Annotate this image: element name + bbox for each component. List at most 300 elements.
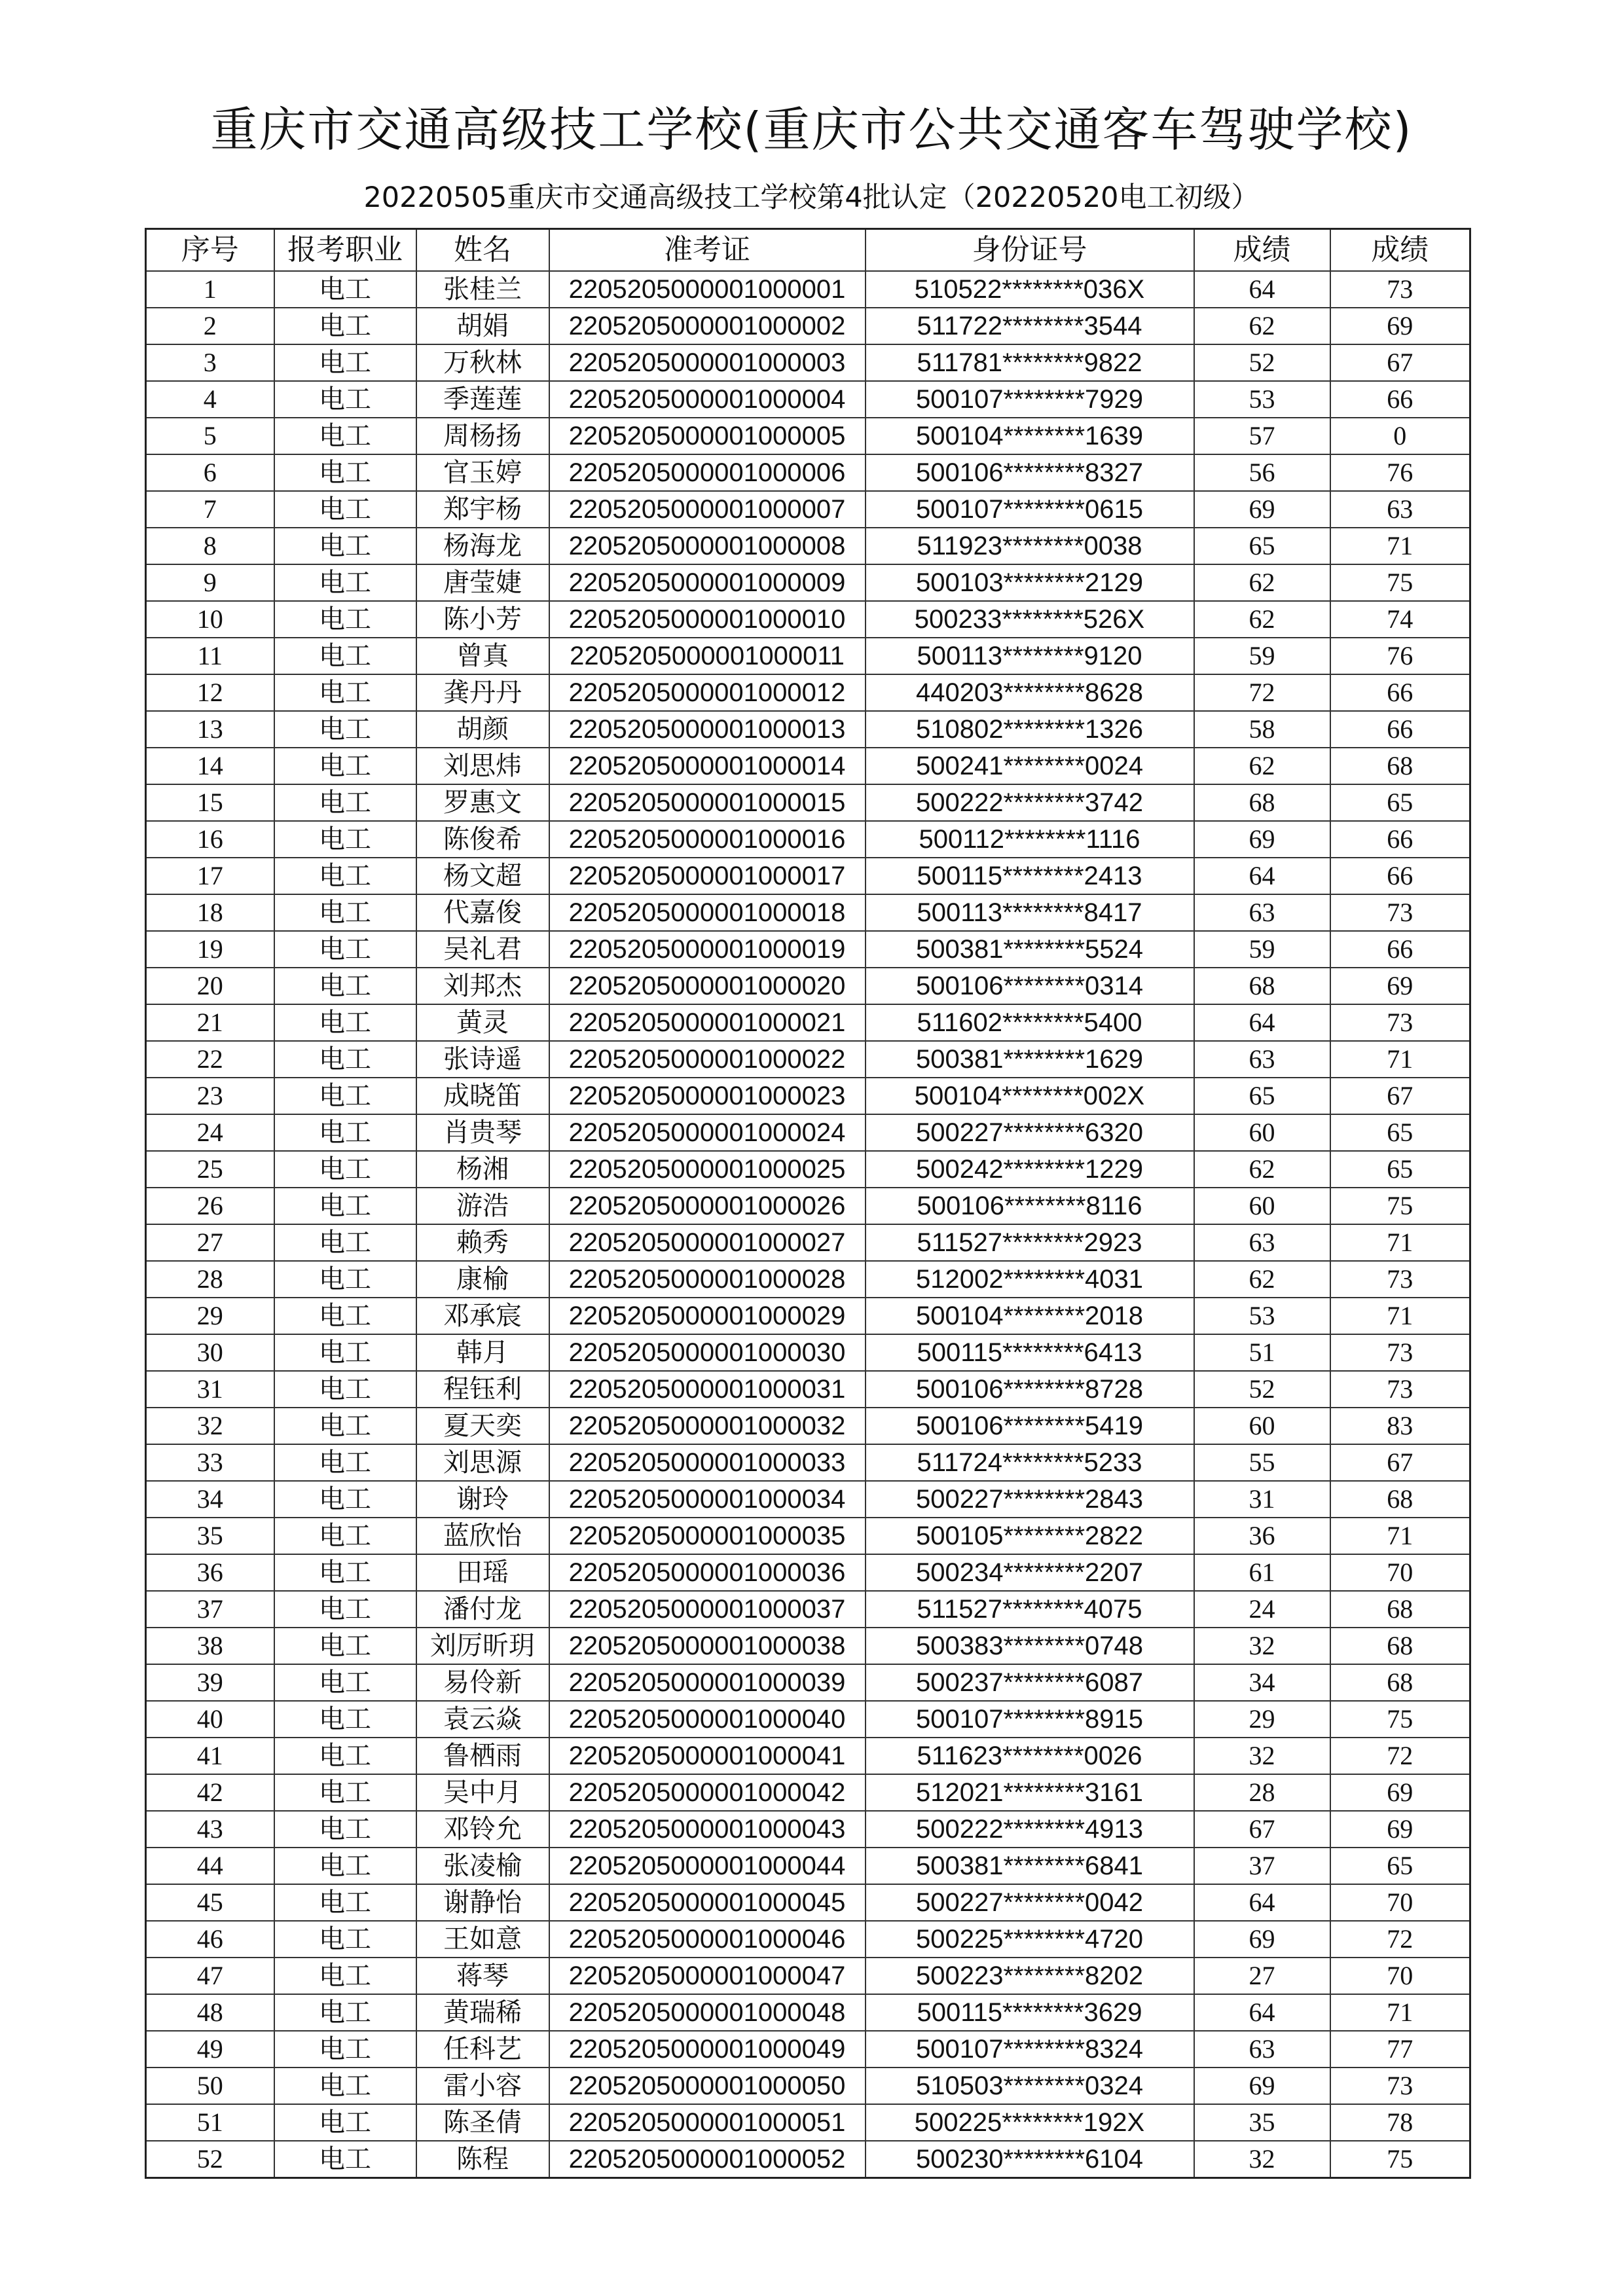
cell-score-2: 66 — [1330, 381, 1470, 418]
cell-seq: 42 — [146, 1774, 274, 1811]
cell-id-number: 500104********2018 — [866, 1298, 1194, 1334]
cell-score-1: 64 — [1194, 1884, 1330, 1921]
cell-id-number: 500227********2843 — [866, 1481, 1194, 1518]
cell-score-2: 83 — [1330, 1408, 1470, 1444]
cell-id-number: 500234********2207 — [866, 1554, 1194, 1591]
cell-id-number: 500106********8327 — [866, 454, 1194, 491]
cell-name: 邓铃允 — [416, 1811, 549, 1848]
cell-score-2: 75 — [1330, 1188, 1470, 1224]
cell-job: 电工 — [274, 821, 416, 858]
cell-score-2: 68 — [1330, 1591, 1470, 1628]
table-row — [146, 1298, 1470, 1334]
cell-ticket: 2205205000001000034 — [549, 1481, 866, 1518]
cell-ticket: 2205205000001000012 — [549, 674, 866, 711]
cell-id-number: 500230********6104 — [866, 2141, 1194, 2178]
cell-score-2: 69 — [1330, 1774, 1470, 1811]
table-row — [146, 1811, 1470, 1848]
cell-seq: 2 — [146, 308, 274, 344]
cell-seq: 14 — [146, 748, 274, 784]
cell-name: 吴中月 — [416, 1774, 549, 1811]
cell-score-2: 67 — [1330, 1444, 1470, 1481]
cell-name: 罗惠文 — [416, 784, 549, 821]
cell-job: 电工 — [274, 1774, 416, 1811]
exam-results-table — [145, 228, 1471, 2179]
cell-score-1: 59 — [1194, 638, 1330, 674]
cell-name: 蓝欣怡 — [416, 1518, 549, 1554]
cell-job: 电工 — [274, 2104, 416, 2141]
cell-job: 电工 — [274, 2068, 416, 2104]
table-row — [146, 418, 1470, 454]
cell-id-number: 500225********192X — [866, 2104, 1194, 2141]
table-body — [146, 271, 1470, 2178]
cell-id-number: 500113********9120 — [866, 638, 1194, 674]
cell-ticket: 2205205000001000028 — [549, 1261, 866, 1298]
cell-ticket: 2205205000001000035 — [549, 1518, 866, 1554]
header-ticket: 准考证 — [549, 229, 866, 272]
cell-job: 电工 — [274, 1994, 416, 2031]
cell-score-2: 72 — [1330, 1921, 1470, 1958]
cell-id-number: 510522********036X — [866, 271, 1194, 308]
cell-score-2: 73 — [1330, 1334, 1470, 1371]
cell-name: 陈圣倩 — [416, 2104, 549, 2141]
header-score-1: 成绩 — [1194, 229, 1330, 272]
cell-score-1: 24 — [1194, 1591, 1330, 1628]
cell-ticket: 2205205000001000051 — [549, 2104, 866, 2141]
cell-ticket: 2205205000001000020 — [549, 968, 866, 1004]
cell-ticket: 2205205000001000024 — [549, 1114, 866, 1151]
cell-seq: 26 — [146, 1188, 274, 1224]
cell-ticket: 2205205000001000039 — [549, 1664, 866, 1701]
cell-ticket: 2205205000001000017 — [549, 858, 866, 894]
cell-score-1: 63 — [1194, 894, 1330, 931]
cell-job: 电工 — [274, 1261, 416, 1298]
cell-ticket: 2205205000001000022 — [549, 1041, 866, 1078]
cell-score-1: 60 — [1194, 1408, 1330, 1444]
cell-ticket: 2205205000001000001 — [549, 271, 866, 308]
cell-job: 电工 — [274, 1188, 416, 1224]
table-row — [146, 308, 1470, 344]
cell-seq: 38 — [146, 1628, 274, 1664]
cell-job: 电工 — [274, 1334, 416, 1371]
cell-name: 夏天奕 — [416, 1408, 549, 1444]
cell-seq: 24 — [146, 1114, 274, 1151]
cell-seq: 7 — [146, 491, 274, 528]
cell-id-number: 500104********1639 — [866, 418, 1194, 454]
cell-job: 电工 — [274, 858, 416, 894]
cell-id-number: 511781********9822 — [866, 344, 1194, 381]
cell-seq: 49 — [146, 2031, 274, 2068]
table-row — [146, 381, 1470, 418]
cell-score-1: 62 — [1194, 308, 1330, 344]
cell-score-1: 60 — [1194, 1114, 1330, 1151]
table-row — [146, 674, 1470, 711]
cell-score-1: 61 — [1194, 1554, 1330, 1591]
cell-seq: 47 — [146, 1958, 274, 1994]
cell-seq: 43 — [146, 1811, 274, 1848]
cell-score-2: 69 — [1330, 1811, 1470, 1848]
cell-id-number: 511602********5400 — [866, 1004, 1194, 1041]
cell-score-2: 71 — [1330, 1518, 1470, 1554]
cell-name: 程钰利 — [416, 1371, 549, 1408]
cell-score-1: 62 — [1194, 1261, 1330, 1298]
cell-score-1: 62 — [1194, 1151, 1330, 1188]
cell-seq: 3 — [146, 344, 274, 381]
cell-seq: 48 — [146, 1994, 274, 2031]
table-row — [146, 1518, 1470, 1554]
cell-score-2: 75 — [1330, 2141, 1470, 2178]
cell-job: 电工 — [274, 564, 416, 601]
cell-job: 电工 — [274, 638, 416, 674]
cell-name: 赖秀 — [416, 1224, 549, 1261]
cell-score-1: 52 — [1194, 1371, 1330, 1408]
cell-score-1: 27 — [1194, 1958, 1330, 1994]
cell-ticket: 2205205000001000041 — [549, 1738, 866, 1774]
table-row — [146, 491, 1470, 528]
table-row — [146, 1884, 1470, 1921]
cell-ticket: 2205205000001000013 — [549, 711, 866, 748]
cell-seq: 52 — [146, 2141, 274, 2178]
cell-seq: 10 — [146, 601, 274, 638]
cell-score-2: 66 — [1330, 858, 1470, 894]
cell-name: 易伶新 — [416, 1664, 549, 1701]
cell-id-number: 500237********6087 — [866, 1664, 1194, 1701]
cell-job: 电工 — [274, 931, 416, 968]
cell-name: 游浩 — [416, 1188, 549, 1224]
cell-id-number: 500106********8728 — [866, 1371, 1194, 1408]
cell-name: 杨湘 — [416, 1151, 549, 1188]
cell-ticket: 2205205000001000003 — [549, 344, 866, 381]
cell-seq: 41 — [146, 1738, 274, 1774]
table-row — [146, 1994, 1470, 2031]
table-row — [146, 1591, 1470, 1628]
cell-seq: 19 — [146, 931, 274, 968]
cell-ticket: 2205205000001000047 — [549, 1958, 866, 1994]
cell-name: 黄灵 — [416, 1004, 549, 1041]
cell-job: 电工 — [274, 344, 416, 381]
cell-score-2: 65 — [1330, 1848, 1470, 1884]
cell-name: 刘厉昕玥 — [416, 1628, 549, 1664]
cell-score-2: 76 — [1330, 454, 1470, 491]
cell-id-number: 500225********4720 — [866, 1921, 1194, 1958]
cell-score-2: 63 — [1330, 491, 1470, 528]
cell-id-number: 500227********6320 — [866, 1114, 1194, 1151]
cell-seq: 9 — [146, 564, 274, 601]
cell-job: 电工 — [274, 1408, 416, 1444]
cell-id-number: 500381********5524 — [866, 931, 1194, 968]
cell-seq: 51 — [146, 2104, 274, 2141]
cell-job: 电工 — [274, 1371, 416, 1408]
cell-job: 电工 — [274, 1921, 416, 1958]
cell-name: 代嘉俊 — [416, 894, 549, 931]
table-row — [146, 858, 1470, 894]
table-row — [146, 2141, 1470, 2178]
cell-name: 龚丹丹 — [416, 674, 549, 711]
cell-seq: 18 — [146, 894, 274, 931]
cell-score-1: 31 — [1194, 1481, 1330, 1518]
cell-ticket: 2205205000001000045 — [549, 1884, 866, 1921]
table-row — [146, 1224, 1470, 1261]
table-row — [146, 968, 1470, 1004]
cell-id-number: 510802********1326 — [866, 711, 1194, 748]
cell-ticket: 2205205000001000009 — [549, 564, 866, 601]
cell-seq: 34 — [146, 1481, 274, 1518]
cell-ticket: 2205205000001000029 — [549, 1298, 866, 1334]
cell-score-1: 65 — [1194, 528, 1330, 564]
cell-id-number: 511623********0026 — [866, 1738, 1194, 1774]
cell-name: 袁云焱 — [416, 1701, 549, 1738]
table-row — [146, 344, 1470, 381]
table-row — [146, 821, 1470, 858]
cell-name: 张桂兰 — [416, 271, 549, 308]
cell-ticket: 2205205000001000031 — [549, 1371, 866, 1408]
cell-name: 季莲莲 — [416, 381, 549, 418]
cell-name: 鲁栖雨 — [416, 1738, 549, 1774]
cell-seq: 31 — [146, 1371, 274, 1408]
cell-score-1: 53 — [1194, 381, 1330, 418]
cell-job: 电工 — [274, 784, 416, 821]
cell-id-number: 511923********0038 — [866, 528, 1194, 564]
cell-id-number: 500103********2129 — [866, 564, 1194, 601]
cell-seq: 40 — [146, 1701, 274, 1738]
cell-id-number: 500115********6413 — [866, 1334, 1194, 1371]
table-row — [146, 1041, 1470, 1078]
document-title: 重庆市交通高级技工学校(重庆市公共交通客车驾驶学校) — [210, 102, 1413, 157]
cell-name: 蒋琴 — [416, 1958, 549, 1994]
cell-score-2: 76 — [1330, 638, 1470, 674]
cell-score-2: 68 — [1330, 1628, 1470, 1664]
cell-job: 电工 — [274, 308, 416, 344]
cell-job: 电工 — [274, 711, 416, 748]
cell-id-number: 440203********8628 — [866, 674, 1194, 711]
cell-id-number: 500105********2822 — [866, 1518, 1194, 1554]
cell-id-number: 500227********0042 — [866, 1884, 1194, 1921]
cell-id-number: 511724********5233 — [866, 1444, 1194, 1481]
cell-job: 电工 — [274, 1518, 416, 1554]
cell-score-2: 75 — [1330, 1701, 1470, 1738]
cell-ticket: 2205205000001000052 — [549, 2141, 866, 2178]
cell-ticket: 2205205000001000036 — [549, 1554, 866, 1591]
cell-score-2: 66 — [1330, 674, 1470, 711]
cell-ticket: 2205205000001000010 — [549, 601, 866, 638]
cell-id-number: 500233********526X — [866, 601, 1194, 638]
cell-score-1: 69 — [1194, 821, 1330, 858]
cell-ticket: 2205205000001000050 — [549, 2068, 866, 2104]
cell-score-2: 72 — [1330, 1738, 1470, 1774]
cell-score-2: 71 — [1330, 1041, 1470, 1078]
cell-score-1: 62 — [1194, 601, 1330, 638]
cell-seq: 32 — [146, 1408, 274, 1444]
cell-ticket: 2205205000001000044 — [549, 1848, 866, 1884]
cell-score-2: 65 — [1330, 1114, 1470, 1151]
cell-id-number: 500223********8202 — [866, 1958, 1194, 1994]
cell-ticket: 2205205000001000037 — [549, 1591, 866, 1628]
cell-job: 电工 — [274, 1298, 416, 1334]
cell-score-2: 73 — [1330, 1261, 1470, 1298]
cell-score-2: 69 — [1330, 308, 1470, 344]
cell-score-1: 57 — [1194, 418, 1330, 454]
cell-score-2: 70 — [1330, 1554, 1470, 1591]
cell-seq: 11 — [146, 638, 274, 674]
cell-score-2: 65 — [1330, 1151, 1470, 1188]
cell-seq: 22 — [146, 1041, 274, 1078]
cell-id-number: 511527********4075 — [866, 1591, 1194, 1628]
cell-id-number: 500113********8417 — [866, 894, 1194, 931]
cell-score-2: 68 — [1330, 1481, 1470, 1518]
cell-id-number: 500106********0314 — [866, 968, 1194, 1004]
cell-seq: 20 — [146, 968, 274, 1004]
cell-score-1: 37 — [1194, 1848, 1330, 1884]
cell-score-1: 69 — [1194, 2068, 1330, 2104]
cell-score-1: 62 — [1194, 748, 1330, 784]
cell-seq: 44 — [146, 1848, 274, 1884]
table-row — [146, 638, 1470, 674]
table-row — [146, 711, 1470, 748]
cell-job: 电工 — [274, 418, 416, 454]
cell-name: 陈俊希 — [416, 821, 549, 858]
cell-id-number: 500107********7929 — [866, 381, 1194, 418]
table-row — [146, 748, 1470, 784]
cell-score-1: 64 — [1194, 1994, 1330, 2031]
cell-id-number: 500222********3742 — [866, 784, 1194, 821]
cell-seq: 33 — [146, 1444, 274, 1481]
cell-seq: 5 — [146, 418, 274, 454]
table-row — [146, 271, 1470, 308]
cell-ticket: 2205205000001000016 — [549, 821, 866, 858]
cell-score-1: 62 — [1194, 564, 1330, 601]
cell-id-number: 510503********0324 — [866, 2068, 1194, 2104]
table-row — [146, 1004, 1470, 1041]
cell-ticket: 2205205000001000049 — [549, 2031, 866, 2068]
cell-name: 刘思炜 — [416, 748, 549, 784]
cell-ticket: 2205205000001000033 — [549, 1444, 866, 1481]
cell-id-number: 512002********4031 — [866, 1261, 1194, 1298]
cell-ticket: 2205205000001000019 — [549, 931, 866, 968]
cell-ticket: 2205205000001000042 — [549, 1774, 866, 1811]
cell-score-1: 63 — [1194, 1041, 1330, 1078]
cell-name: 田瑶 — [416, 1554, 549, 1591]
cell-job: 电工 — [274, 1078, 416, 1114]
cell-id-number: 500242********1229 — [866, 1151, 1194, 1188]
cell-name: 张诗遥 — [416, 1041, 549, 1078]
cell-ticket: 2205205000001000027 — [549, 1224, 866, 1261]
cell-ticket: 2205205000001000004 — [549, 381, 866, 418]
table-row — [146, 1664, 1470, 1701]
cell-name: 官玉婷 — [416, 454, 549, 491]
cell-seq: 36 — [146, 1554, 274, 1591]
cell-seq: 37 — [146, 1591, 274, 1628]
cell-score-1: 56 — [1194, 454, 1330, 491]
cell-score-2: 65 — [1330, 784, 1470, 821]
cell-name: 陈小芳 — [416, 601, 549, 638]
table-row — [146, 1444, 1470, 1481]
cell-job: 电工 — [274, 894, 416, 931]
cell-score-1: 36 — [1194, 1518, 1330, 1554]
cell-job: 电工 — [274, 1151, 416, 1188]
table-row — [146, 601, 1470, 638]
cell-score-1: 65 — [1194, 1078, 1330, 1114]
cell-job: 电工 — [274, 1591, 416, 1628]
cell-id-number: 512021********3161 — [866, 1774, 1194, 1811]
cell-score-2: 73 — [1330, 1371, 1470, 1408]
cell-job: 电工 — [274, 1114, 416, 1151]
cell-score-1: 64 — [1194, 271, 1330, 308]
table-row — [146, 1151, 1470, 1188]
cell-job: 电工 — [274, 2031, 416, 2068]
cell-ticket: 2205205000001000048 — [549, 1994, 866, 2031]
cell-seq: 29 — [146, 1298, 274, 1334]
cell-id-number: 500107********8915 — [866, 1701, 1194, 1738]
cell-job: 电工 — [274, 381, 416, 418]
cell-score-1: 60 — [1194, 1188, 1330, 1224]
table-row — [146, 2031, 1470, 2068]
cell-score-2: 66 — [1330, 931, 1470, 968]
cell-job: 电工 — [274, 1811, 416, 1848]
header-name: 姓名 — [416, 229, 549, 272]
cell-name: 陈程 — [416, 2141, 549, 2178]
cell-seq: 35 — [146, 1518, 274, 1554]
cell-id-number: 500222********4913 — [866, 1811, 1194, 1848]
cell-id-number: 500112********1116 — [866, 821, 1194, 858]
cell-name: 张凌榆 — [416, 1848, 549, 1884]
cell-ticket: 2205205000001000008 — [549, 528, 866, 564]
cell-job: 电工 — [274, 1224, 416, 1261]
cell-id-number: 511722********3544 — [866, 308, 1194, 344]
cell-score-2: 68 — [1330, 1664, 1470, 1701]
table-row — [146, 1774, 1470, 1811]
cell-id-number: 500107********0615 — [866, 491, 1194, 528]
cell-ticket: 2205205000001000038 — [549, 1628, 866, 1664]
cell-seq: 30 — [146, 1334, 274, 1371]
cell-score-1: 32 — [1194, 2141, 1330, 2178]
cell-job: 电工 — [274, 2141, 416, 2178]
cell-ticket: 2205205000001000014 — [549, 748, 866, 784]
cell-job: 电工 — [274, 1004, 416, 1041]
table-row — [146, 784, 1470, 821]
cell-id-number: 500106********5419 — [866, 1408, 1194, 1444]
cell-score-1: 52 — [1194, 344, 1330, 381]
cell-score-1: 55 — [1194, 1444, 1330, 1481]
cell-name: 邓承宸 — [416, 1298, 549, 1334]
cell-name: 刘思源 — [416, 1444, 549, 1481]
cell-name: 唐莹婕 — [416, 564, 549, 601]
cell-name: 周杨扬 — [416, 418, 549, 454]
cell-ticket: 2205205000001000032 — [549, 1408, 866, 1444]
table-row — [146, 1738, 1470, 1774]
cell-score-1: 64 — [1194, 1004, 1330, 1041]
cell-seq: 6 — [146, 454, 274, 491]
cell-ticket: 2205205000001000005 — [549, 418, 866, 454]
cell-job: 电工 — [274, 271, 416, 308]
cell-name: 刘邦杰 — [416, 968, 549, 1004]
table-row — [146, 1188, 1470, 1224]
table-row — [146, 1958, 1470, 1994]
cell-ticket: 2205205000001000018 — [549, 894, 866, 931]
cell-job: 电工 — [274, 1554, 416, 1591]
table-row — [146, 454, 1470, 491]
cell-job: 电工 — [274, 674, 416, 711]
cell-name: 康榆 — [416, 1261, 549, 1298]
cell-job: 电工 — [274, 1041, 416, 1078]
table-header-row — [146, 229, 1470, 272]
header-score-2: 成绩 — [1330, 229, 1470, 272]
table-row — [146, 1481, 1470, 1518]
table-row — [146, 2068, 1470, 2104]
cell-seq: 8 — [146, 528, 274, 564]
cell-name: 韩月 — [416, 1334, 549, 1371]
table-row — [146, 931, 1470, 968]
cell-score-1: 69 — [1194, 491, 1330, 528]
cell-score-2: 78 — [1330, 2104, 1470, 2141]
